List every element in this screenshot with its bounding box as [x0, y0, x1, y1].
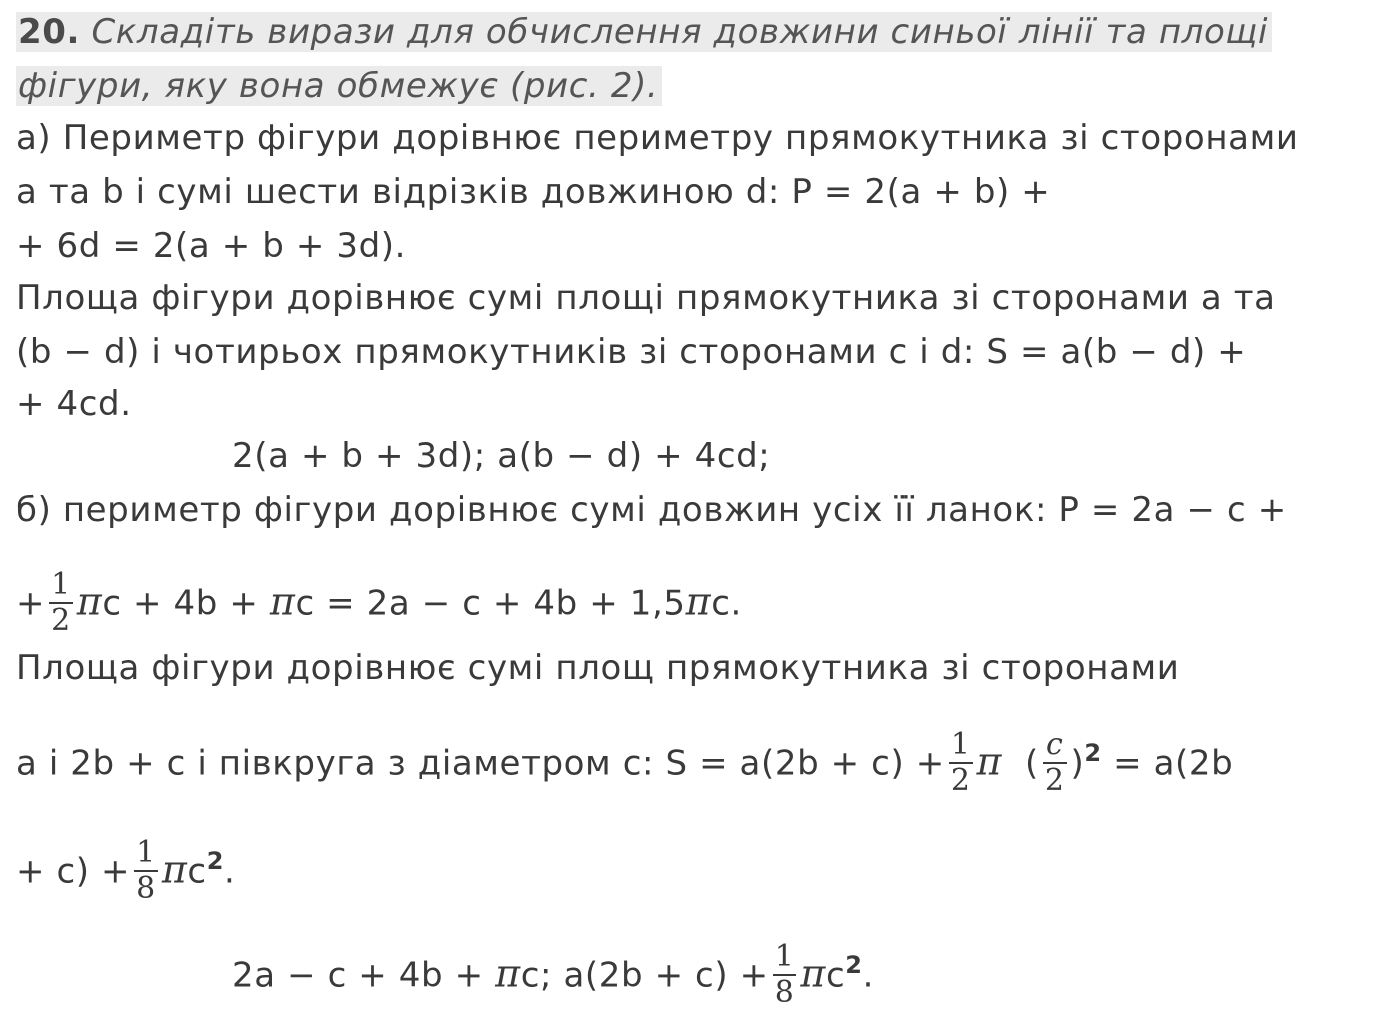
fraction-c-over-2	[1043, 728, 1067, 798]
part-a-line6: + 4cd.	[16, 384, 132, 424]
fraction-one-eighth	[134, 836, 158, 906]
part-b-line4-end: = a(2b	[1113, 743, 1234, 784]
pi-symbol: π	[976, 739, 1003, 784]
pi-symbol: π	[161, 847, 188, 892]
part-a-line2: а та b і сумі шести відрізків довжиною d: P = 2(a + b) +	[16, 172, 1051, 212]
part-b-line4-start: а і 2b + c і півкруга з діаметром с: S = a(2b + c) +	[16, 743, 945, 784]
task-text-line1: Складіть вирази для обчислення довжини синьої лінії та площі	[91, 12, 1269, 52]
pi-symbol: π	[76, 579, 103, 624]
part-b-line4	[16, 727, 1234, 798]
fraction-one-eighth	[773, 940, 797, 1010]
exponent: 2	[845, 950, 863, 979]
fraction-numerator: 1	[950, 727, 971, 762]
part-b-line5-start: + c) +	[16, 851, 131, 892]
part-b-line5	[16, 835, 236, 906]
exponent: 2	[206, 846, 225, 875]
task-heading-line1	[16, 12, 1272, 52]
part-b-answer-start: 2a − c + 4b +	[232, 955, 484, 996]
part-b-line2-mid1: c + 4b +	[102, 583, 259, 624]
task-heading-highlight	[16, 12, 1272, 52]
fraction-one-half	[49, 568, 73, 638]
part-b-answer	[232, 939, 875, 1010]
part-a-line1: а) Периметр фігури дорівнює периметру прямокутника зі сторонами	[16, 118, 1299, 158]
part-b-line1: б) периметр фігури дорівнює сумі довжин усіх її ланок: P = 2a − c +	[16, 490, 1287, 530]
task-number: 20.	[18, 12, 81, 52]
part-b-answer-end: c	[825, 955, 846, 996]
paren-close: )	[1070, 743, 1085, 784]
part-a-line5: (b − d) і чотирьох прямокутників зі сторонами с і d: S = a(b − d) +	[16, 332, 1247, 372]
part-b-line3: Площа фігури дорівнює сумі площ прямокутника зі сторонами	[16, 648, 1180, 688]
pi-symbol: π	[269, 579, 296, 624]
task-text-line2: фігури, яку вона обмежує (рис. 2).	[16, 66, 662, 106]
fraction-denominator: 2	[51, 603, 71, 638]
part-b-line2-mid2: c = 2a − c + 4b + 1,5	[295, 583, 686, 624]
pi-symbol: π	[685, 579, 712, 624]
part-b-answer-mid: c; a(2b + c) +	[520, 955, 769, 996]
fraction-numerator: 1	[136, 835, 156, 870]
fraction-one-half	[949, 728, 973, 798]
fraction-denominator: 2	[950, 763, 971, 798]
part-a-line3: + 6d = 2(a + b + 3d).	[16, 226, 407, 266]
part-b-line5-end: c	[187, 851, 207, 892]
task-heading-line2	[16, 66, 662, 106]
fraction-numerator: c	[1043, 728, 1067, 764]
pi-symbol: π	[495, 951, 521, 996]
paren-open: (	[1024, 743, 1039, 784]
exponent: 2	[1084, 738, 1102, 767]
part-b-line2-start: +	[16, 583, 46, 624]
fraction-numerator: 1	[51, 567, 71, 602]
fraction-numerator: 1	[774, 939, 795, 974]
pi-symbol: π	[800, 951, 826, 996]
part-a-answer: 2(a + b + 3d); a(b − d) + 4cd;	[232, 436, 771, 476]
part-b-line2-end: c.	[711, 583, 742, 624]
part-b-answer-dot: .	[862, 955, 875, 996]
fraction-denominator: 8	[774, 975, 795, 1010]
part-b-line2	[16, 567, 742, 638]
part-b-line5-dot: .	[224, 851, 236, 892]
part-a-line4: Площа фігури дорівнює сумі площі прямокутника зі сторонами а та	[16, 278, 1276, 318]
fraction-denominator: 2	[1044, 763, 1065, 798]
fraction-denominator: 8	[136, 871, 156, 906]
